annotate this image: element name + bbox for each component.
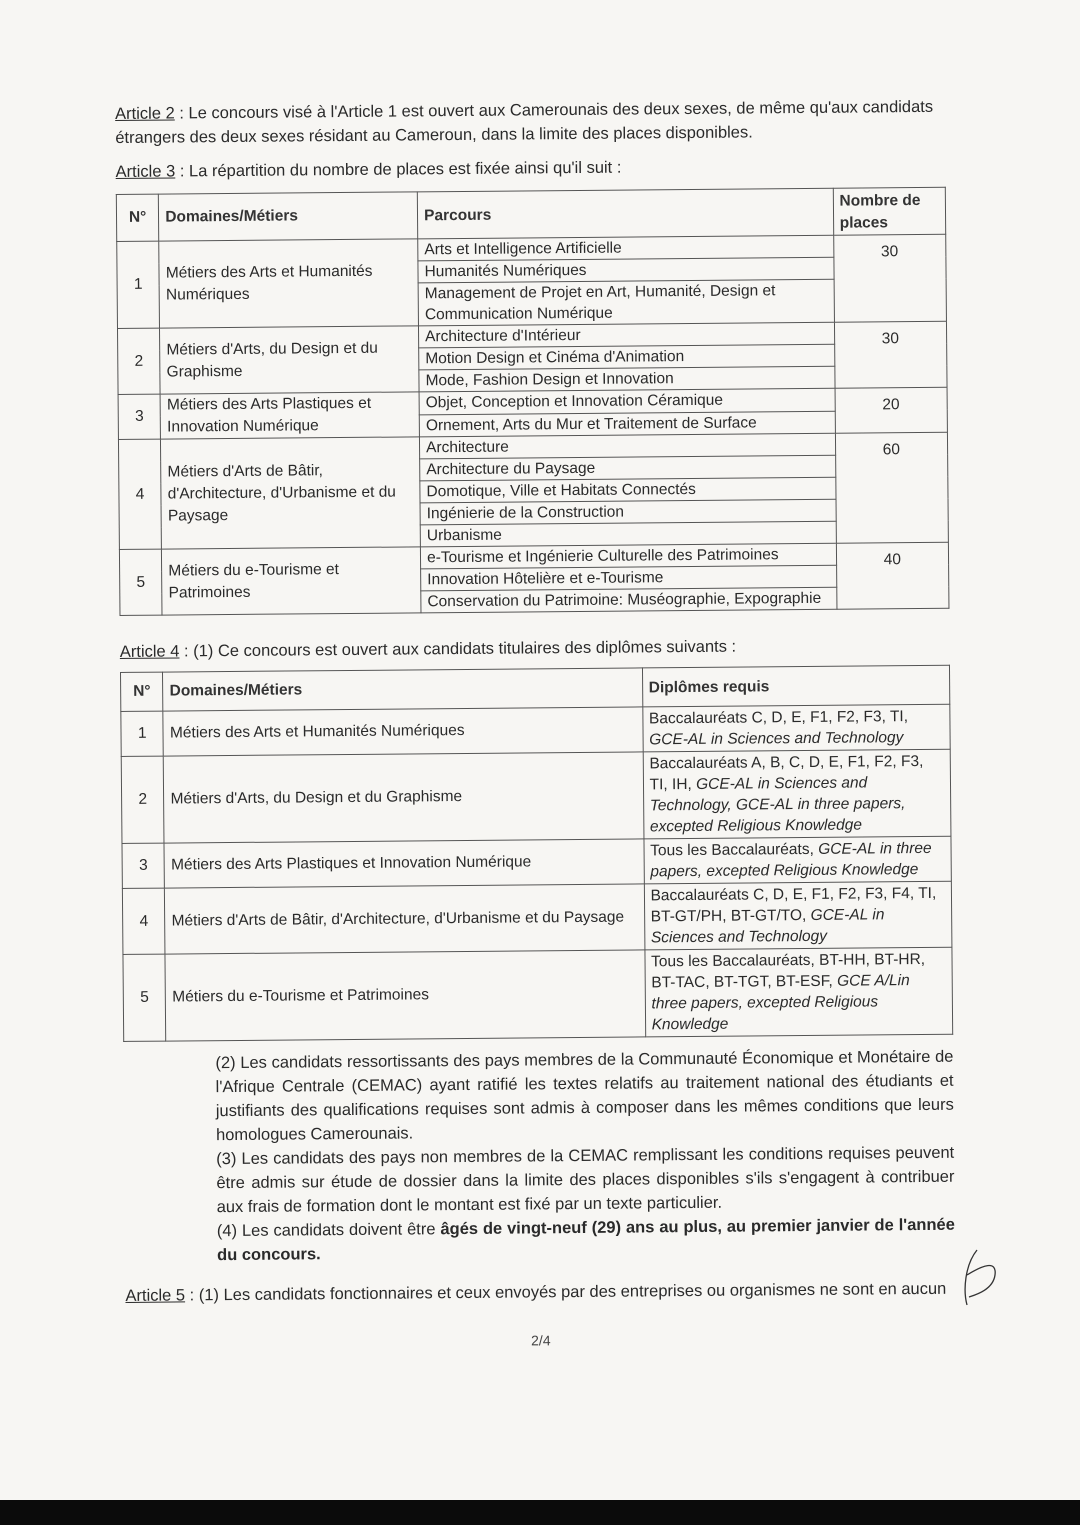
article-4-text: : (1) Ce concours est ouvert aux candidats titulaires des diplômes suivants : (179, 637, 737, 661)
row-diplomas (645, 947, 953, 1037)
row-parcours: Humanités Numériques (418, 257, 834, 283)
row-num: 1 (117, 241, 160, 328)
places-table-header (116, 187, 945, 241)
row-num: 2 (117, 328, 160, 394)
row-num: 4 (122, 888, 165, 954)
row-parcours: Innovation Hôtelière et e-Tourisme (421, 565, 837, 591)
header-places: Nombre de places (833, 187, 946, 235)
article-3-text: : La répartition du nombre de places est fixée ainsi qu'il suit : (175, 158, 622, 181)
header-domain: Domaines/Métiers (163, 668, 642, 711)
diplomas-italic: GCE-AL in Sciences and Technology (649, 729, 904, 749)
row-domain: Métiers des Arts Plastiques et Innovation Numérique (160, 392, 419, 439)
article-4 (120, 633, 950, 664)
document-content (115, 93, 956, 1352)
table-row (122, 836, 951, 888)
row-parcours: Management de Projet en Art, Humanité, Design et Communication Numérique (418, 279, 834, 326)
age-condition-start: (4) Les candidats doivent être (216, 1220, 441, 1241)
article-2-label: Article 2 (115, 104, 175, 123)
article-3 (116, 153, 946, 184)
diplomas-italic: GCE-AL in Sciences and Technology, GCE-AL in three papers, excepted Religious Knowledge (649, 774, 906, 836)
header-diplomas: Diplômes requis (642, 665, 950, 707)
age-condition-bold: âgés de vingt-neuf (29) ans au plus, au premier janvier de l'année du concours. (217, 1215, 955, 1265)
row-domain: Métiers d'Arts, du Design et du Graphisme (164, 752, 644, 843)
row-parcours: Urbanisme (420, 521, 836, 547)
places-table (116, 187, 950, 616)
row-num: 2 (121, 756, 164, 843)
row-num: 3 (122, 843, 165, 888)
row-places: 30 (833, 234, 946, 322)
row-parcours: Architecture du Paysage (420, 455, 836, 481)
row-parcours: Arts et Intelligence Artificielle (418, 235, 834, 261)
row-diplomas (644, 881, 952, 950)
row-num: 5 (123, 954, 166, 1041)
header-domain: Domaines/Métiers (159, 192, 418, 241)
row-domain: Métiers du e-Tourisme et Patrimoines (162, 547, 421, 615)
row-domain: Métiers des Arts Plastiques et Innovation Numérique (164, 839, 644, 888)
diplomas-plain: Baccalauréats A, B, C, D, E, F1, F2, F3, TI, IH, (649, 752, 924, 794)
row-places: 30 (834, 321, 947, 388)
diplomas-italic: GCE-AL in three papers, excepted Religious Knowledge (650, 839, 932, 881)
table-row (122, 881, 952, 954)
row-diplomas (644, 836, 952, 884)
row-num: 3 (118, 394, 161, 439)
row-parcours: Motion Design et Cinéma d'Animation (419, 344, 835, 370)
article-5-text: : (1) Les candidats fonctionnaires et ceux envoyés par des entreprises ou organismes ne sont en aucun (184, 1279, 947, 1305)
diplomas-plain: Baccalauréats C, D, E, F1, F2, F3, TI, (648, 708, 909, 728)
row-parcours: Architecture d'Intérieur (419, 322, 835, 348)
initials-signature-icon (955, 1245, 1005, 1315)
table-row (121, 749, 951, 843)
row-diplomas (643, 749, 951, 839)
row-parcours: Ornement, Arts du Mur et Traitement de Surface (419, 411, 835, 437)
row-domain: Métiers des Arts et Humanités Numériques (159, 239, 419, 328)
row-num: 1 (121, 711, 164, 756)
row-parcours: Conservation du Patrimoine: Muséographie, Expographie (421, 587, 837, 613)
row-parcours: Domotique, Ville et Habitats Connectés (420, 477, 836, 503)
article-4-paragraph-3: (3) Les candidats des pays non membres de la CEMAC remplissant les conditions requises peuvent être admis sur étude de dossier dans la limite des places disponibles s'ils s'engagent à contribuer aux frais de formation dont le montant est fixé par un texte particulier. (216, 1143, 955, 1217)
table-row (123, 947, 953, 1041)
row-places: 40 (836, 542, 949, 609)
header-num: N° (120, 672, 163, 711)
row-domain: Métiers des Arts et Humanités Numériques (163, 707, 643, 756)
page-number: 2/4 (531, 1332, 551, 1349)
row-places: 20 (835, 387, 948, 433)
row-domain: Métiers d'Arts de Bâtir, d'Architecture, d'Urbanisme et du Paysage (165, 884, 645, 954)
diplomas-italic: GCE A/Lin three papers, excepted Religious Knowledge (651, 972, 910, 1034)
article-4-paragraph-2: (2) Les candidats ressortissants des pays membres de la Communauté Économique et Monétaire de l'Afrique Centrale (CEMAC) ayant ratifié les textes relatifs au traitement national des étudiants et justifiants des qualifications requises sont admis à composer dans les mêmes conditions que leurs homologues Camerounais. (215, 1047, 954, 1145)
row-domain: Métiers d'Arts, du Design et du Graphisme (160, 326, 419, 394)
row-parcours: Mode, Fashion Design et Innovation (419, 366, 835, 392)
table-row (121, 704, 950, 756)
diplomas-plain: Baccalauréats C, D, E, F1, F2, F3, F4, TI, BT-GT/PH, BT-GT/TO, (650, 884, 937, 926)
diplomas-italic: GCE-AL in Sciences and Technology (650, 906, 885, 947)
row-parcours: e-Tourisme et Ingénierie Culturelle des Patrimoines (420, 543, 836, 569)
article-4-label: Article 4 (119, 642, 180, 661)
article-5-label: Article 5 (125, 1286, 186, 1305)
row-num: 4 (118, 439, 161, 549)
row-domain: Métiers du e-Tourisme et Patrimoines (165, 950, 645, 1041)
article-2 (115, 95, 945, 150)
article-5 (125, 1277, 955, 1308)
header-num: N° (116, 194, 159, 241)
article-4-paragraph-4 (217, 1213, 955, 1267)
bottom-bar (0, 1500, 1080, 1525)
row-parcours: Architecture (420, 433, 836, 459)
header-parcours: Parcours (417, 188, 833, 239)
diplomas-plain: Tous les Baccalauréats, (650, 840, 819, 860)
row-parcours: Ingénierie de la Construction (420, 499, 836, 525)
row-places: 60 (835, 432, 948, 543)
diplomas-plain: Tous les Baccalauréats, BT-HH, BT-HR, BT-TAC, BT-TGT, BT-ESF, (651, 950, 926, 992)
diplomas-table (120, 665, 953, 1042)
row-diplomas (642, 704, 950, 752)
article-2-text: : Le concours visé à l'Article 1 est ouvert aux Camerounais des deux sexes, de même qu'aux candidats étrangers des deux sexes résidant au Cameroun, dans la limite des places disponibles. (115, 97, 934, 147)
article-3-label: Article 3 (115, 162, 176, 181)
article-4-paragraphs (215, 1045, 955, 1267)
row-domain: Métiers d'Arts de Bâtir, d'Architecture, d'Urbanisme et du Paysage (161, 437, 421, 549)
row-parcours: Objet, Conception et Innovation Céramique (419, 388, 835, 414)
row-num: 5 (119, 549, 162, 615)
